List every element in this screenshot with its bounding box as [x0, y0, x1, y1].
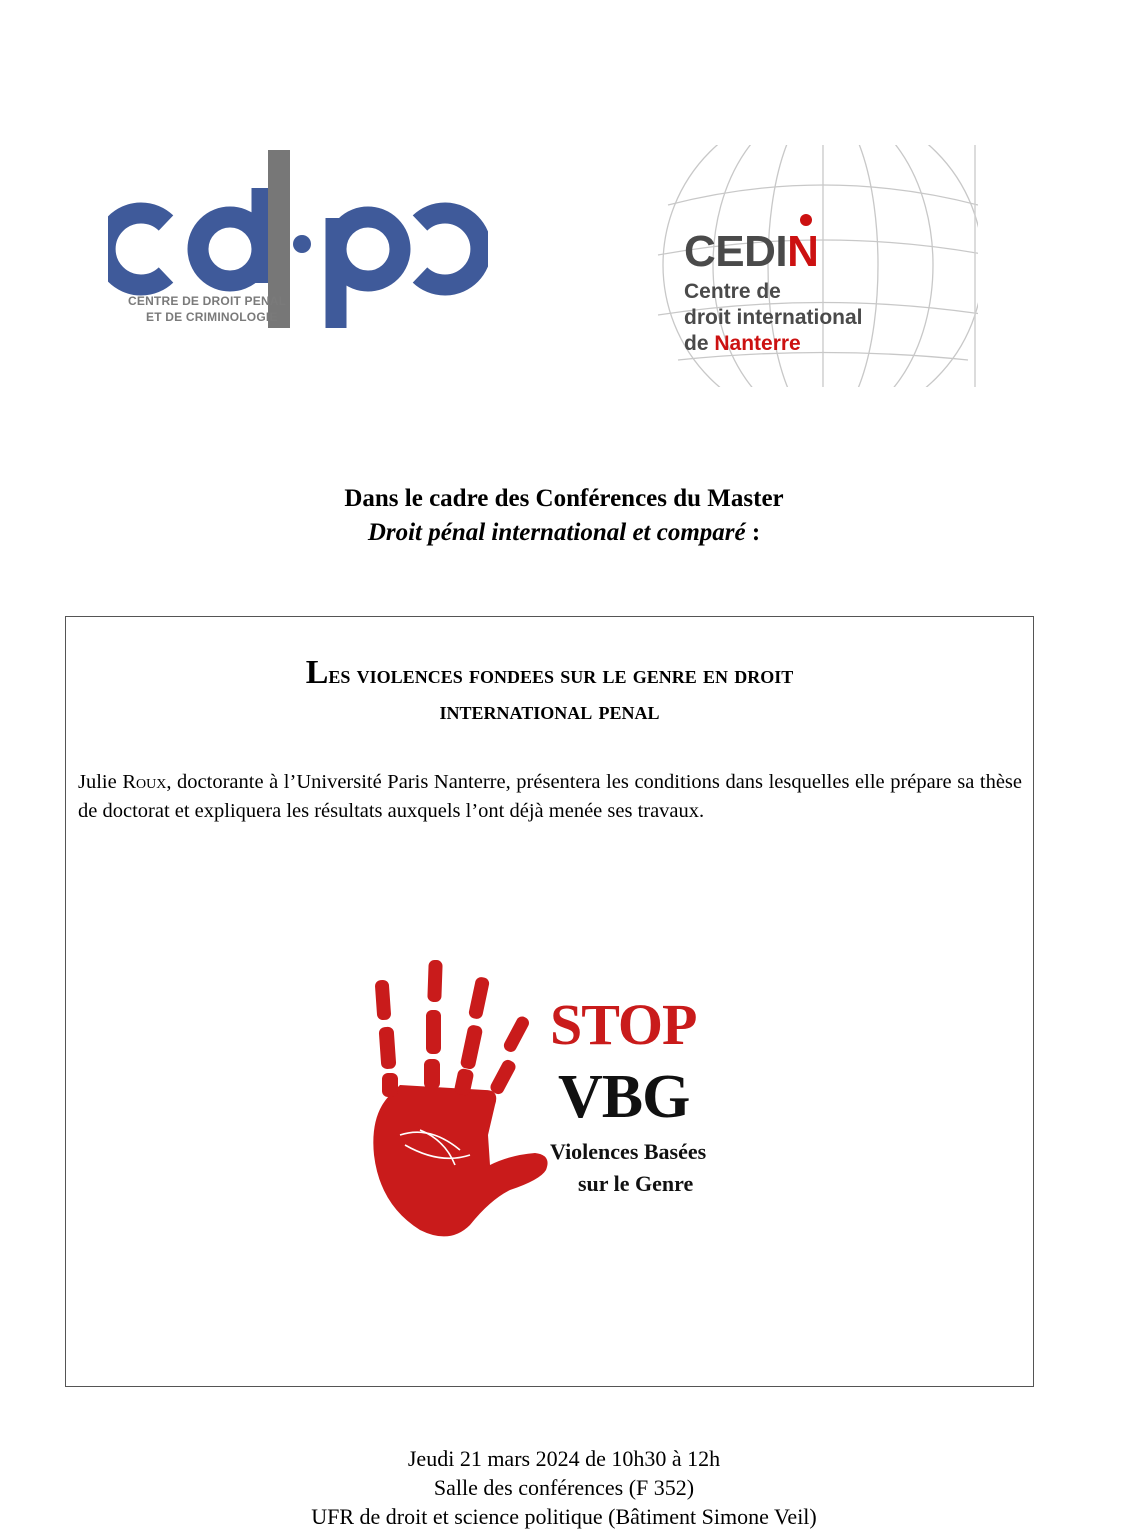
cedin-wordmark: CEDIN [684, 227, 819, 276]
cdpc-subtitle-line2: ET DE CRIMINOLOGIE [146, 310, 278, 324]
stop-vbg-logo [360, 955, 750, 1245]
speaker-name: Roux [122, 771, 167, 793]
description: Julie Roux, doctorante à l’Université Paris Nanterre, présentera les conditions dans lesquelles elle prépare sa thèse de doctorat et expliquera les résultats auxquels l’ont déjà menée ses travaux. [78, 771, 1023, 822]
cedin-line-2: droit international [684, 306, 863, 329]
cedin-red-dot [799, 213, 813, 227]
cedin-line-1: Centre de [684, 280, 781, 303]
title-line1: Les violences fondees sur le genre en droit [305, 654, 794, 691]
cdpc-logo [108, 148, 488, 333]
event-date: Jeudi 21 mars 2024 de 10h30 à 12h [407, 1446, 721, 1471]
cdpc-subtitle-line1: CENTRE DE DROIT PENAL [128, 294, 287, 308]
vbg-line2: sur le Genre [578, 1171, 694, 1196]
event-building: UFR de droit et science politique (Bâtiment Simone Veil) [311, 1504, 817, 1529]
intro-line1: Dans le cadre des Conférences du Master [344, 485, 784, 512]
stop-text: STOP [550, 992, 697, 1057]
cedin-line-3: de Nanterre [684, 332, 801, 355]
red-hand-icon [360, 955, 560, 1245]
cedin-logo [648, 145, 978, 387]
intro-line2: Droit pénal international et comparé : [367, 519, 761, 546]
vbg-line1: Violences Basées [550, 1139, 707, 1164]
event-details [0, 1444, 1128, 1531]
event-room: Salle des conférences (F 352) [433, 1475, 695, 1500]
vbg-text: VBG [558, 1063, 690, 1131]
title-line2: international penal [439, 698, 660, 725]
intro [0, 482, 1128, 550]
conference-title [65, 655, 1034, 730]
